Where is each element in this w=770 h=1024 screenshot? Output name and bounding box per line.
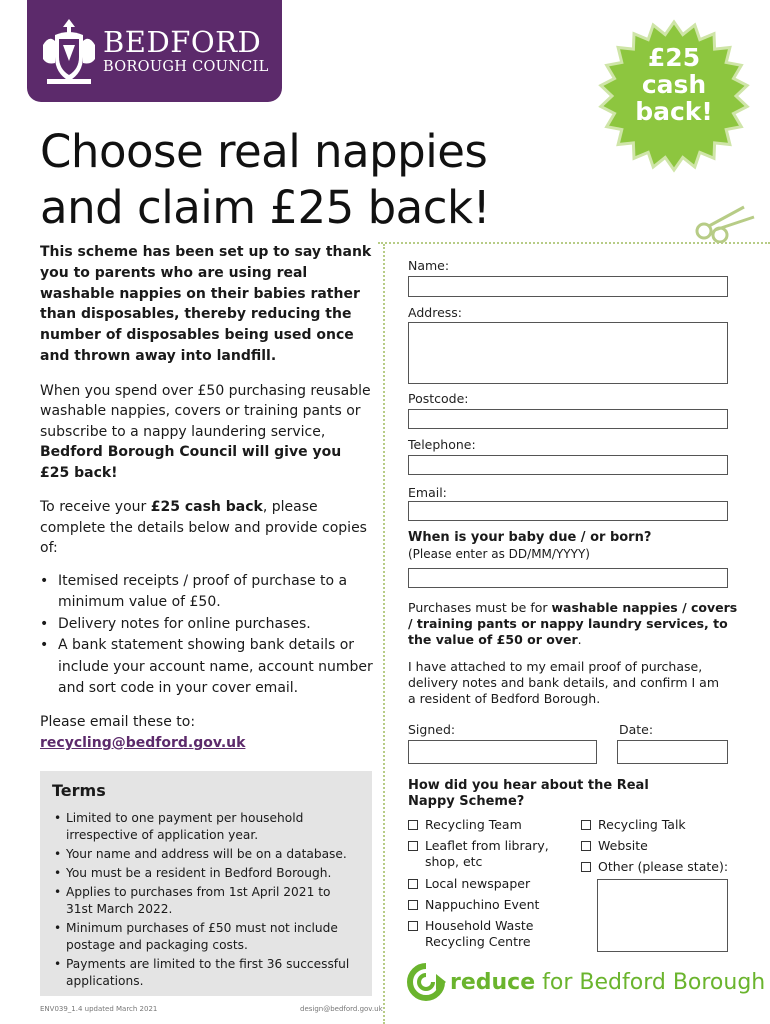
list-item: • Applies to purchases from 1st April 2021 to 31st March 2022. <box>52 884 360 918</box>
checkbox[interactable] <box>408 900 418 910</box>
list-item: • Itemised receipts / proof of purchase to a minimum value of £50. <box>40 571 375 614</box>
email-field[interactable] <box>408 501 728 521</box>
checkbox[interactable] <box>408 879 418 889</box>
option-nappuchino-event[interactable]: Nappuchino Event <box>408 897 578 913</box>
list-item: • Delivery notes for online purchases. <box>40 614 375 636</box>
due-date-question: When is your baby due / or born? <box>408 530 652 545</box>
email-label: Email: <box>408 485 447 500</box>
checkbox[interactable] <box>408 921 418 931</box>
signature-field[interactable] <box>408 740 597 764</box>
spend-paragraph: When you spend over £50 purchasing reusable washable nappies, covers or training pants or subscribe to a nappy laundering service, Bedford Borough Council will give you £25 back! <box>40 382 371 481</box>
option-leaflet[interactable]: Leaflet from library, shop, etc <box>408 838 558 870</box>
date-field[interactable] <box>617 740 728 764</box>
checkbox[interactable] <box>408 841 418 851</box>
signed-label: Signed: <box>408 722 456 737</box>
address-label: Address: <box>408 305 462 320</box>
terms-title: Terms <box>52 781 106 800</box>
telephone-field[interactable] <box>408 455 728 475</box>
document-reference: ENV039_1.4 updated March 2021 <box>40 1005 158 1013</box>
option-recycling-talk[interactable]: Recycling Talk <box>581 817 731 833</box>
list-item: • Your name and address will be on a database. <box>52 846 360 863</box>
design-credit: design@bedford.gov.uk <box>300 1005 383 1013</box>
cash-back-badge: £25 cash back! <box>635 43 713 126</box>
list-item: • A bank statement showing bank details or include your account name, account number and sort code in your cover email. <box>40 635 375 700</box>
option-household-waste[interactable]: Household Waste Recycling Centre <box>408 918 548 950</box>
name-label: Name: <box>408 258 450 273</box>
email-link[interactable]: recycling@bedford.gov.uk <box>40 734 246 751</box>
terms-box <box>40 771 372 996</box>
date-label: Date: <box>619 722 654 737</box>
postcode-label: Postcode: <box>408 391 469 406</box>
postcode-field[interactable] <box>408 409 728 429</box>
option-other[interactable]: Other (please state): <box>581 859 741 875</box>
logo-subname: BOROUGH COUNCIL <box>103 58 269 75</box>
list-item: • Limited to one payment per household irrespective of application year. <box>52 810 360 844</box>
page-title: Choose real nappies and claim £25 back! <box>40 125 491 234</box>
list-item: • Payments are limited to the first 36 successful applications. <box>52 956 360 990</box>
telephone-label: Telephone: <box>408 437 476 452</box>
terms-list <box>52 810 360 990</box>
address-field[interactable] <box>408 322 728 384</box>
checkbox[interactable] <box>408 820 418 830</box>
recycle-arrow-icon <box>406 962 446 1002</box>
checkbox[interactable] <box>581 862 591 872</box>
requirements-list <box>40 571 375 700</box>
due-date-hint: (Please enter as DD/MM/YYYY) <box>408 547 590 561</box>
crest-icon <box>41 15 97 87</box>
cut-line-vertical <box>383 244 385 1024</box>
purchase-requirement: Purchases must be for washable nappies / covers / training pants or nappy laundry services, to the value of £50 or over. <box>408 600 738 647</box>
option-website[interactable]: Website <box>581 838 731 854</box>
other-source-field[interactable] <box>597 879 728 952</box>
receive-paragraph: To receive your £25 cash back, please complete the details below and provide copies of: <box>40 499 367 557</box>
checkbox[interactable] <box>581 841 591 851</box>
list-item: • Minimum purchases of £50 must not include postage and packaging costs. <box>52 920 360 954</box>
hear-about-question: How did you hear about the Real Nappy Scheme? <box>408 778 649 809</box>
scissors-icon <box>694 203 762 243</box>
council-logo <box>27 0 282 102</box>
option-recycling-team[interactable]: Recycling Team <box>408 817 578 833</box>
logo-name: BEDFORD <box>103 24 262 59</box>
declaration-text: I have attached to my email proof of purchase, delivery notes and bank details, and confirm I am a resident of Bedford Borough. <box>408 659 719 706</box>
reduce-logo <box>406 962 765 1002</box>
info-column <box>40 242 375 754</box>
option-local-newspaper[interactable]: Local newspaper <box>408 876 578 892</box>
checkbox[interactable] <box>581 820 591 830</box>
email-paragraph: Please email these to: recycling@bedford.gov.uk <box>40 713 246 751</box>
list-item: • You must be a resident in Bedford Borough. <box>52 865 360 882</box>
intro-text: This scheme has been set up to say thank you to parents who are using real washable nappies on their babies rather than disposables, thereby reducing the number of disposables being used once and thrown away into landfill. <box>40 244 372 364</box>
due-date-field[interactable] <box>408 568 728 588</box>
reduce-wordmark: reduce <box>450 969 536 995</box>
reduce-tagline: for Bedford Borough <box>542 969 766 995</box>
name-field[interactable] <box>408 276 728 297</box>
cut-line-horizontal <box>378 242 770 244</box>
